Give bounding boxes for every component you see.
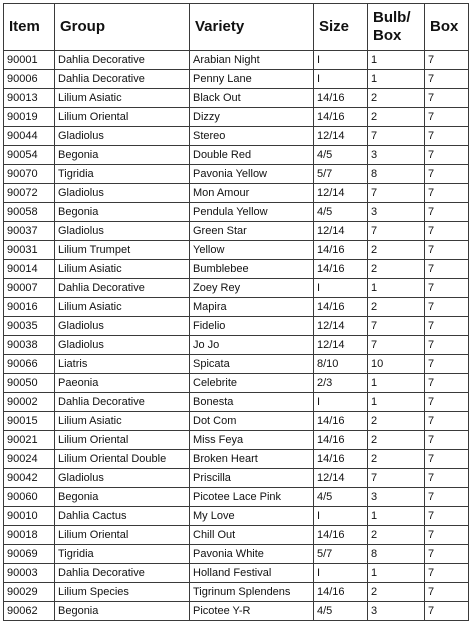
cell-item: 90044 — [4, 127, 55, 146]
table-row — [4, 526, 469, 545]
cell-bulb-per-box: 3 — [368, 602, 425, 621]
cell-variety: Jo Jo — [190, 336, 314, 355]
cell-bulb-per-box: 2 — [368, 298, 425, 317]
table-row — [4, 165, 469, 184]
cell-size: 12/14 — [314, 127, 368, 146]
cell-variety: Penny Lane — [190, 70, 314, 89]
table-header-row — [4, 4, 469, 51]
cell-bulb-per-box: 2 — [368, 431, 425, 450]
cell-group: Lilium Oriental — [55, 108, 190, 127]
cell-size: 4/5 — [314, 602, 368, 621]
cell-group: Lilium Oriental — [55, 526, 190, 545]
cell-size: 14/16 — [314, 450, 368, 469]
cell-item: 90014 — [4, 260, 55, 279]
cell-bulb-per-box: 7 — [368, 184, 425, 203]
cell-size: I — [314, 507, 368, 526]
cell-variety: Green Star — [190, 222, 314, 241]
cell-item: 90070 — [4, 165, 55, 184]
cell-variety: Zoey Rey — [190, 279, 314, 298]
table-row — [4, 450, 469, 469]
table-row — [4, 355, 469, 374]
cell-box: 7 — [425, 203, 469, 222]
cell-item: 90062 — [4, 602, 55, 621]
cell-box: 7 — [425, 450, 469, 469]
cell-item: 90029 — [4, 583, 55, 602]
cell-group: Lilium Asiatic — [55, 89, 190, 108]
cell-item: 90050 — [4, 374, 55, 393]
cell-size: I — [314, 51, 368, 70]
table-row — [4, 469, 469, 488]
cell-bulb-per-box: 2 — [368, 526, 425, 545]
cell-size: I — [314, 564, 368, 583]
table-row — [4, 184, 469, 203]
cell-bulb-per-box: 1 — [368, 70, 425, 89]
cell-group: Lilium Asiatic — [55, 412, 190, 431]
cell-size: 14/16 — [314, 241, 368, 260]
cell-box: 7 — [425, 526, 469, 545]
table-row — [4, 298, 469, 317]
cell-bulb-per-box: 1 — [368, 393, 425, 412]
cell-group: Dahlia Decorative — [55, 564, 190, 583]
cell-box: 7 — [425, 146, 469, 165]
cell-box: 7 — [425, 583, 469, 602]
cell-box: 7 — [425, 412, 469, 431]
cell-box: 7 — [425, 51, 469, 70]
cell-bulb-per-box: 1 — [368, 507, 425, 526]
cell-box: 7 — [425, 602, 469, 621]
cell-item: 90024 — [4, 450, 55, 469]
cell-item: 90066 — [4, 355, 55, 374]
cell-group: Gladiolus — [55, 317, 190, 336]
table-body — [4, 51, 469, 621]
table-row — [4, 374, 469, 393]
cell-item: 90038 — [4, 336, 55, 355]
cell-bulb-per-box: 1 — [368, 374, 425, 393]
cell-box: 7 — [425, 222, 469, 241]
table-row — [4, 203, 469, 222]
table-row — [4, 545, 469, 564]
cell-box: 7 — [425, 241, 469, 260]
cell-size: 4/5 — [314, 203, 368, 222]
cell-box: 7 — [425, 431, 469, 450]
cell-bulb-per-box: 7 — [368, 469, 425, 488]
cell-variety: Dot Com — [190, 412, 314, 431]
cell-variety: Pavonia Yellow — [190, 165, 314, 184]
cell-item: 90035 — [4, 317, 55, 336]
cell-box: 7 — [425, 374, 469, 393]
cell-group: Lilium Trumpet — [55, 241, 190, 260]
cell-size: I — [314, 279, 368, 298]
cell-size: 4/5 — [314, 146, 368, 165]
cell-box: 7 — [425, 488, 469, 507]
cell-box: 7 — [425, 355, 469, 374]
cell-item: 90031 — [4, 241, 55, 260]
cell-variety: Dizzy — [190, 108, 314, 127]
table-row — [4, 488, 469, 507]
cell-variety: Broken Heart — [190, 450, 314, 469]
cell-size: 12/14 — [314, 336, 368, 355]
cell-size: I — [314, 393, 368, 412]
cell-item: 90069 — [4, 545, 55, 564]
cell-item: 90007 — [4, 279, 55, 298]
cell-item: 90019 — [4, 108, 55, 127]
cell-item: 90006 — [4, 70, 55, 89]
table-row — [4, 431, 469, 450]
cell-box: 7 — [425, 564, 469, 583]
cell-bulb-per-box: 1 — [368, 279, 425, 298]
table-row — [4, 146, 469, 165]
cell-size: 4/5 — [314, 488, 368, 507]
cell-size: 14/16 — [314, 412, 368, 431]
cell-box: 7 — [425, 70, 469, 89]
cell-variety: My Love — [190, 507, 314, 526]
cell-group: Lilium Species — [55, 583, 190, 602]
bulb-list-table — [3, 3, 469, 621]
cell-group: Lilium Oriental — [55, 431, 190, 450]
cell-box: 7 — [425, 260, 469, 279]
cell-item: 90072 — [4, 184, 55, 203]
cell-size: 12/14 — [314, 317, 368, 336]
cell-variety: Bumblebee — [190, 260, 314, 279]
cell-size: 8/10 — [314, 355, 368, 374]
cell-variety: Mon Amour — [190, 184, 314, 203]
cell-size: 14/16 — [314, 89, 368, 108]
cell-group: Dahlia Decorative — [55, 393, 190, 412]
table-row — [4, 507, 469, 526]
cell-variety: Picotee Lace Pink — [190, 488, 314, 507]
cell-item: 90054 — [4, 146, 55, 165]
cell-variety: Chill Out — [190, 526, 314, 545]
cell-box: 7 — [425, 165, 469, 184]
header-item: Item — [4, 4, 55, 51]
cell-group: Begonia — [55, 146, 190, 165]
cell-variety: Pendula Yellow — [190, 203, 314, 222]
cell-group: Lilium Asiatic — [55, 260, 190, 279]
table-row — [4, 127, 469, 146]
header-variety: Variety — [190, 4, 314, 51]
table-row — [4, 260, 469, 279]
cell-box: 7 — [425, 184, 469, 203]
cell-box: 7 — [425, 298, 469, 317]
cell-variety: Yellow — [190, 241, 314, 260]
table-row — [4, 602, 469, 621]
cell-variety: Celebrite — [190, 374, 314, 393]
cell-bulb-per-box: 1 — [368, 51, 425, 70]
cell-size: 14/16 — [314, 431, 368, 450]
cell-bulb-per-box: 2 — [368, 260, 425, 279]
cell-item: 90037 — [4, 222, 55, 241]
header-box: Box — [425, 4, 469, 51]
table-row — [4, 393, 469, 412]
cell-variety: Fidelio — [190, 317, 314, 336]
table-row — [4, 317, 469, 336]
cell-box: 7 — [425, 393, 469, 412]
cell-group: Begonia — [55, 602, 190, 621]
cell-variety: Holland Festival — [190, 564, 314, 583]
cell-size: 5/7 — [314, 545, 368, 564]
cell-item: 90013 — [4, 89, 55, 108]
table-row — [4, 336, 469, 355]
table-row — [4, 241, 469, 260]
cell-box: 7 — [425, 89, 469, 108]
cell-group: Gladiolus — [55, 127, 190, 146]
cell-item: 90018 — [4, 526, 55, 545]
cell-size: 14/16 — [314, 108, 368, 127]
cell-bulb-per-box: 2 — [368, 241, 425, 260]
cell-item: 90003 — [4, 564, 55, 583]
cell-group: Gladiolus — [55, 469, 190, 488]
table-row — [4, 70, 469, 89]
cell-box: 7 — [425, 127, 469, 146]
cell-item: 90042 — [4, 469, 55, 488]
cell-size: 12/14 — [314, 469, 368, 488]
cell-size: 14/16 — [314, 260, 368, 279]
cell-variety: Arabian Night — [190, 51, 314, 70]
cell-group: Begonia — [55, 203, 190, 222]
cell-size: 12/14 — [314, 222, 368, 241]
cell-bulb-per-box: 1 — [368, 564, 425, 583]
cell-size: I — [314, 70, 368, 89]
cell-size: 2/3 — [314, 374, 368, 393]
cell-bulb-per-box: 7 — [368, 336, 425, 355]
cell-bulb-per-box: 10 — [368, 355, 425, 374]
cell-box: 7 — [425, 545, 469, 564]
cell-bulb-per-box: 8 — [368, 165, 425, 184]
cell-group: Tigridia — [55, 545, 190, 564]
cell-group: Lilium Asiatic — [55, 298, 190, 317]
cell-variety: Double Red — [190, 146, 314, 165]
cell-size: 14/16 — [314, 298, 368, 317]
cell-bulb-per-box: 7 — [368, 222, 425, 241]
cell-group: Gladiolus — [55, 336, 190, 355]
cell-box: 7 — [425, 507, 469, 526]
cell-bulb-per-box: 3 — [368, 488, 425, 507]
cell-variety: Priscilla — [190, 469, 314, 488]
cell-variety: Pavonia White — [190, 545, 314, 564]
cell-group: Liatris — [55, 355, 190, 374]
cell-variety: Tigrinum Splendens — [190, 583, 314, 602]
cell-item: 90001 — [4, 51, 55, 70]
cell-box: 7 — [425, 469, 469, 488]
cell-bulb-per-box: 2 — [368, 89, 425, 108]
table-row — [4, 222, 469, 241]
cell-group: Lilium Oriental Double — [55, 450, 190, 469]
cell-variety: Mapira — [190, 298, 314, 317]
table-row — [4, 583, 469, 602]
cell-group: Tigridia — [55, 165, 190, 184]
cell-item: 90015 — [4, 412, 55, 431]
cell-group: Dahlia Decorative — [55, 70, 190, 89]
cell-group: Dahlia Decorative — [55, 51, 190, 70]
cell-bulb-per-box: 2 — [368, 583, 425, 602]
table-row — [4, 89, 469, 108]
cell-item: 90060 — [4, 488, 55, 507]
cell-variety: Bonesta — [190, 393, 314, 412]
cell-item: 90016 — [4, 298, 55, 317]
cell-bulb-per-box: 7 — [368, 317, 425, 336]
table-row — [4, 564, 469, 583]
cell-size: 12/14 — [314, 184, 368, 203]
cell-bulb-per-box: 2 — [368, 108, 425, 127]
cell-group: Paeonia — [55, 374, 190, 393]
cell-group: Begonia — [55, 488, 190, 507]
cell-bulb-per-box: 7 — [368, 127, 425, 146]
cell-bulb-per-box: 3 — [368, 146, 425, 165]
table-row — [4, 108, 469, 127]
cell-item: 90021 — [4, 431, 55, 450]
cell-variety: Stereo — [190, 127, 314, 146]
table-row — [4, 51, 469, 70]
cell-size: 14/16 — [314, 526, 368, 545]
cell-box: 7 — [425, 317, 469, 336]
cell-group: Gladiolus — [55, 222, 190, 241]
cell-bulb-per-box: 8 — [368, 545, 425, 564]
cell-bulb-per-box: 2 — [368, 412, 425, 431]
cell-item: 90058 — [4, 203, 55, 222]
cell-size: 5/7 — [314, 165, 368, 184]
header-size: Size — [314, 4, 368, 51]
cell-item: 90002 — [4, 393, 55, 412]
table-row — [4, 412, 469, 431]
cell-variety: Spicata — [190, 355, 314, 374]
header-bulb-per-box: Bulb/ Box — [368, 4, 425, 51]
cell-box: 7 — [425, 108, 469, 127]
cell-variety: Miss Feya — [190, 431, 314, 450]
table-row — [4, 279, 469, 298]
cell-variety: Black Out — [190, 89, 314, 108]
cell-group: Dahlia Decorative — [55, 279, 190, 298]
cell-box: 7 — [425, 279, 469, 298]
cell-item: 90010 — [4, 507, 55, 526]
cell-box: 7 — [425, 336, 469, 355]
cell-bulb-per-box: 2 — [368, 450, 425, 469]
cell-group: Gladiolus — [55, 184, 190, 203]
header-group: Group — [55, 4, 190, 51]
cell-variety: Picotee Y-R — [190, 602, 314, 621]
cell-size: 14/16 — [314, 583, 368, 602]
cell-group: Dahlia Cactus — [55, 507, 190, 526]
cell-bulb-per-box: 3 — [368, 203, 425, 222]
